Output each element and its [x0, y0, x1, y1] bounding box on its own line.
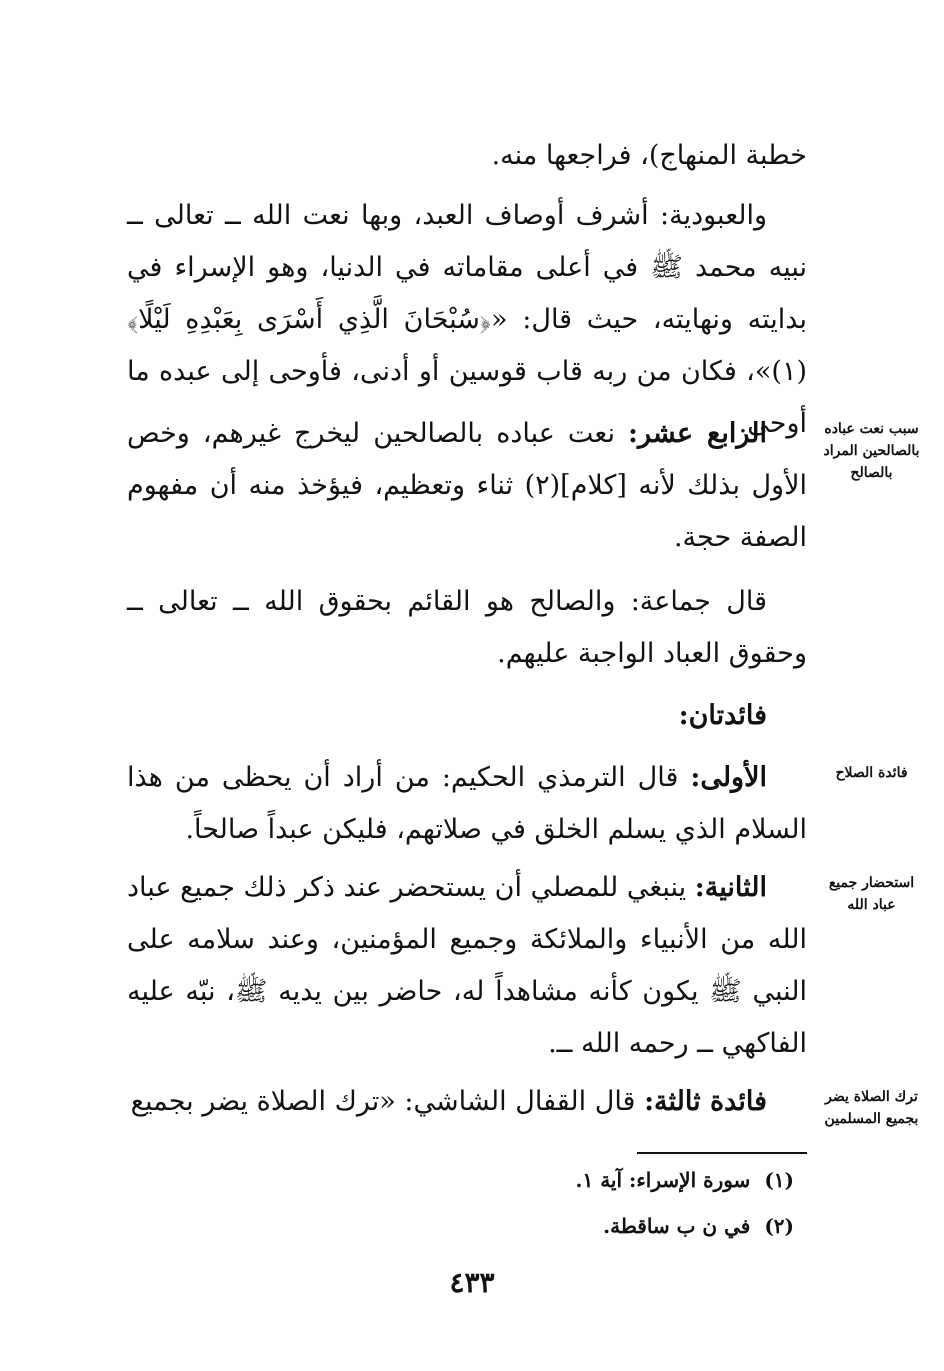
paragraph-lead: فائدة ثالثة:: [644, 1086, 767, 1117]
paragraph-7: [127, 862, 807, 1070]
paragraph-text: قال جماعة: والصالح هو القائم بحقوق الله ــ تعالى ــ وحقوق العباد الواجبة عليهم.: [127, 586, 807, 669]
paragraph-6: [127, 752, 807, 856]
paragraph-lead: الرابع عشر:: [628, 418, 767, 449]
paragraph-text: قال القفال الشاشي: «ترك الصلاة يضر بجميع: [130, 1086, 636, 1117]
footnote-text: سورة الإسراء: آية ١.: [575, 1168, 751, 1192]
footnote-number: (١): [764, 1168, 794, 1192]
footnote: [576, 1164, 794, 1196]
paragraph-text: والعبودية: أشرف أوصاف العبد، وبها نعت الله ــ تعالى ــ نبيه محمد ﷺ في أعلى مقاماته في الدنيا، وهو الإسراء في بدايته ونهايته، حيث قال: «﴿سُبْحَانَ الَّذِي أَسْرَى بِعَبْدِهِ لَيْلًا﴾(١)»، فكان من ربه قاب قوسين أو أدنى، فأوحى إلى عبده ما أوحى.: [127, 200, 807, 439]
page-number: ٤٣٣: [449, 1266, 495, 1299]
margin-note: سبب نعت عباده بالصالحين المراد بالصالح: [823, 421, 920, 481]
footnote-separator: [637, 1152, 807, 1154]
paragraph-text: خطبة المنهاج)، فراجعها منه.: [491, 140, 807, 171]
heading-text: فائدتان:: [678, 700, 767, 731]
paragraph-text: نعت عباده بالصالحين ليخرج غيرهم، وخص الأول بذلك لأنه [كلام](٢) ثناء وتعظيم، فيؤخذ منه أن مفهوم الصفة حجة.: [127, 418, 807, 553]
paragraph-lead: الثانية:: [694, 872, 767, 903]
margin-note: استحضار جميع عباد الله: [828, 875, 915, 913]
margin-note: ترك الصلاة يضر بجميع المسلمين: [824, 1089, 919, 1127]
section-heading: [127, 690, 807, 742]
paragraph-3: [127, 408, 807, 564]
paragraph-1: [127, 130, 807, 182]
paragraph-lead: الأولى:: [690, 762, 767, 793]
footnote-text: في ن ب ساقطة.: [603, 1214, 751, 1238]
paragraph-4: [127, 576, 807, 680]
footnote-number: (٢): [764, 1214, 794, 1238]
margin-note: فائدة الصلاح: [835, 765, 908, 781]
footnote: [603, 1210, 794, 1242]
paragraph-text: قال الترمذي الحكيم: من أراد أن يحظى من هذا السلام الذي يسلم الخلق في صلاتهم، فليكن عبداً صالحاً.: [127, 762, 807, 845]
paragraph-text: ينبغي للمصلي أن يستحضر عند ذكر ذلك جميع عباد الله من الأنبياء والملائكة وجميع المؤمنين، وعند سلامه على النبي ﷺ يكون كأنه مشاهداً له، حاضر بين يديه ﷺ، نبّه عليه الفاكهي ــ رحمه الله ــ.: [127, 872, 807, 1059]
paragraph-8: [127, 1076, 807, 1128]
